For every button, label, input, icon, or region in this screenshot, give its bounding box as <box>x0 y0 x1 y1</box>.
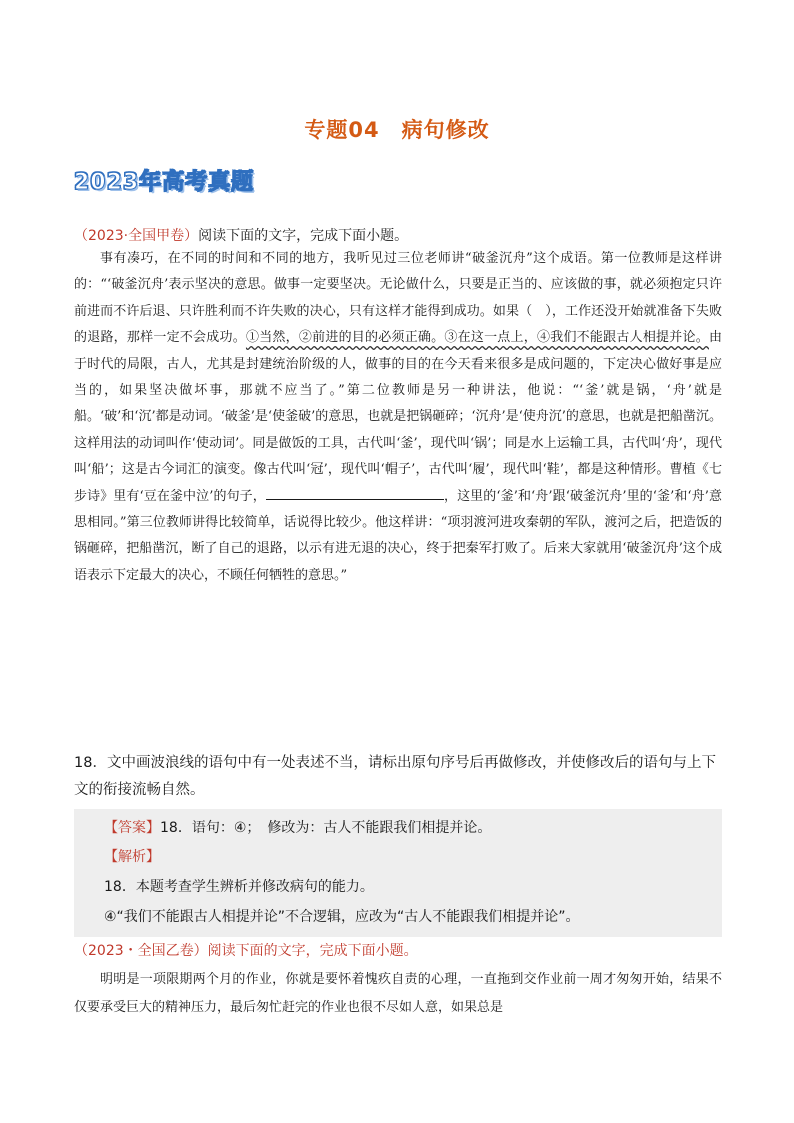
analysis-line-2: ④“我们不能跟古人相提并论”不合逻辑，应改为“古人不能跟我们相提并论”。 <box>104 909 580 925</box>
answer-line <box>104 817 491 837</box>
passage-text-b: 由于时代的局限，古人，尤其是封建统治阶级的人，做事的目的在今天看来很多是成问题的，下定决心做好事是应当的，如果坚决做坏事，那就不应当了。”第二位教师是另一种讲法，他说：“‘釜’就是锅，‘舟’就是船。‘破’和‘沉’都是动词。‘破釜’是‘使釜破’的意思，也就是把锅砸碎；‘沉舟’是‘使舟沉’的意思，也就是把船凿沉。这样用法的动词叫作‘使动词’。同是做饭的工具，古代叫‘釜’，现代叫‘锅’；同是水上运输工具，古代叫‘舟’，现代叫‘船’；这是古今词汇的演变。像古代叫‘冠’，现代叫‘帽子’，古代叫‘履’，现代叫‘鞋’，都是这种情形。曹植《七步诗》里有‘豆在釜中泣’的句子， <box>74 330 722 504</box>
page-title: 专题04 病句修改 <box>304 118 490 142</box>
wavy-underlined-sentence: ①当然，②前进的目的必须正确。③在这一点上，④我们不能跟古人相提并论。 <box>245 330 709 346</box>
question2-source: （2023・全国乙卷）阅读下面的文字，完成下面小题。 <box>74 943 418 959</box>
passage2-paragraph: 明明是一项限期两个月的作业，你就是要怀着愧疚自责的心理，一直拖到交作业前一周才匆匆开始，结果不仅要承受巨大的精神压力，最后匆忙赶完的作业也很不尽如人意，如果总是 <box>74 972 722 1015</box>
question1-source-tag: （2023·全国甲卷） <box>74 228 199 244</box>
passage-text-c: ，这里的‘釜’和‘舟’跟‘破釜沉舟’里的‘釜’和‘舟’意思相同。”第三位教师讲得比较简单，话说得比较少。他这样讲：“项羽渡河进攻秦朝的军队，渡河之后，把造饭的锅砸碎，把船凿沉，断了自己的退路，以示有进无退的决心，终于把秦军打败了。后来大家就用‘破釜沉舟’这个成语表示下定最大的决心，不顾任何牺牲的意思。” <box>74 488 723 583</box>
answer-text: 18．语句：④； 修改为：古人不能跟我们相提并论。 <box>160 820 492 836</box>
answer-box <box>74 809 722 937</box>
section-heading: 2023年高考真题 <box>74 170 255 195</box>
analysis-label: 【解析】 <box>104 849 160 865</box>
analysis-line-1: 18．本题考查学生辨析并修改病句的能力。 <box>104 879 374 895</box>
question1-instruction: 阅读下面的文字，完成下面小题。 <box>198 228 409 244</box>
question2-passage <box>74 966 722 1022</box>
question1-passage <box>74 246 722 589</box>
question-18: 18．文中画波浪线的语句中有一处表述不当，请标出原句序号后再做修改，并使修改后的语句与上下文的衔接流畅自然。 <box>74 755 716 798</box>
passage-text-a: 事有凑巧，在不同的时间和不同的地方，我听见过三位老师讲“破釜沉舟”这个成语。第一位教师是这样讲的：“‘破釜沉舟’表示坚决的意思。做事一定要坚决。无论做什么，只要是正当的、应该做的事，就必须抱定只许前进而不许后退、只许胜利而不许失败的决心，只有这样才能得到成功。如果（ ），工作还没开始就准备下失败的退路，那样一定不会成功。 <box>74 251 722 346</box>
passage-paragraph <box>74 246 722 589</box>
fill-in-blank <box>266 485 444 500</box>
question1-source <box>74 225 408 245</box>
answer-label: 【答案】 <box>104 820 160 836</box>
